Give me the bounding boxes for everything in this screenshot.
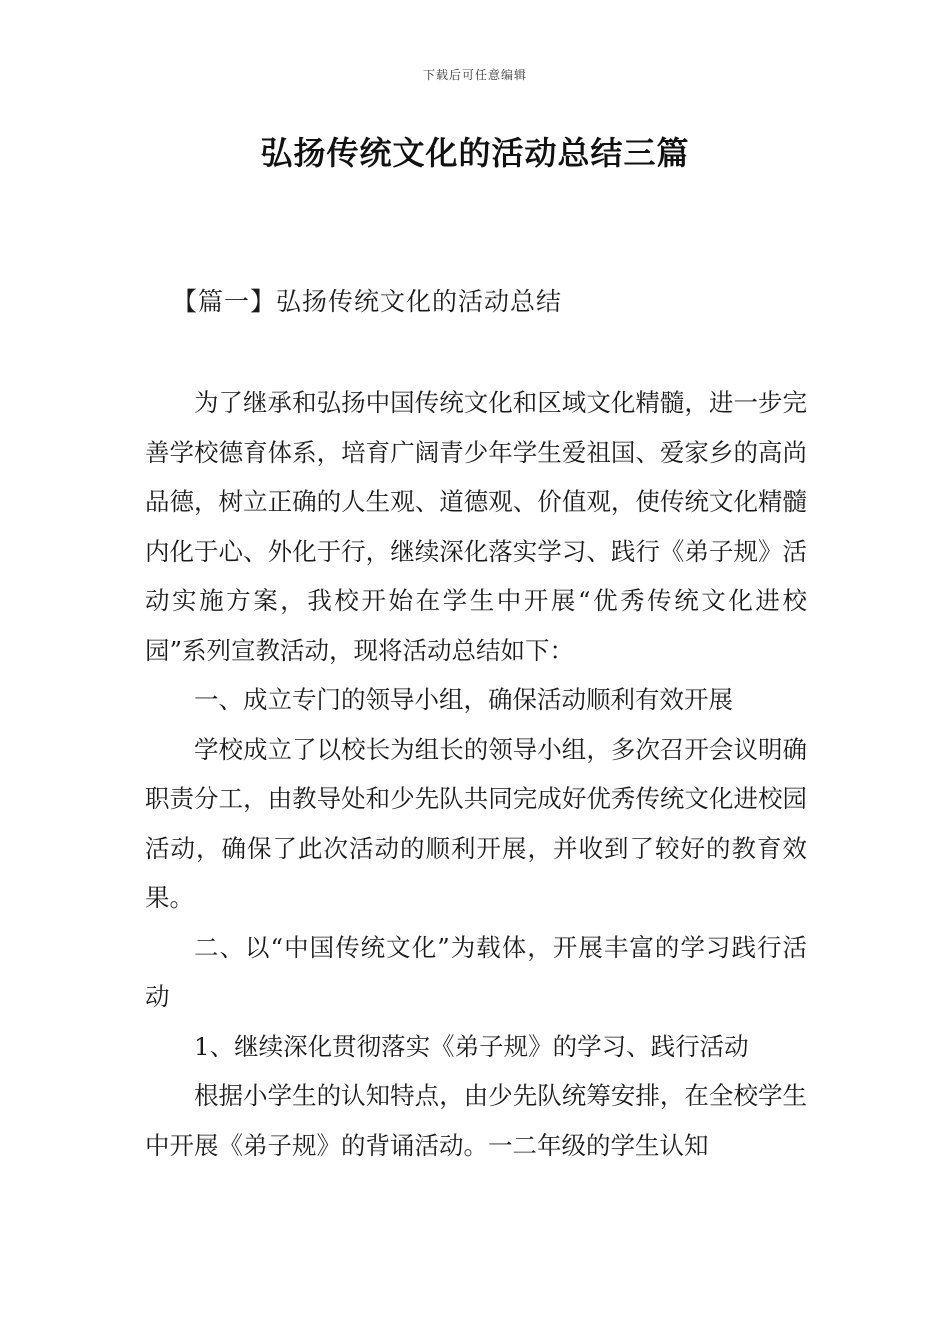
paragraph: 根据小学生的认知特点，由少先队统筹安排，在全校学生中开展《弟子规》的背诵活动。一二年级的学生认知 bbox=[145, 1081, 807, 1160]
subheading-one: 一、成立专门的领导小组，确保活动顺利有效开展 bbox=[194, 685, 733, 714]
header-note: 下载后可任意编辑 bbox=[422, 68, 527, 82]
subheading-two: 二、以“中国传统文化”为载体，开展丰富的学习践行活动 bbox=[145, 932, 807, 1011]
section-heading: 【篇一】弘扬传统文化的活动总结 bbox=[172, 287, 563, 316]
paragraph: 学校成立了以校长为组长的领导小组，多次召开会议明确职责分工，由教导处和少先队共同完成好优秀传统文化进校园活动，确保了此次活动的顺利开展，并收到了较好的教育效果。 bbox=[145, 734, 807, 912]
document-title: 弘扬传统文化的活动总结三篇 bbox=[260, 134, 690, 172]
paragraph: 为了继承和弘扬中国传统文化和区域文化精髓，进一步完善学校德育体系，培育广阔青少年学生爱祖国、爱家乡的高尚品德，树立正确的人生观、道德观、价值观，使传统文化精髓内化于心、外化于行，继续深化落实学习、践行《弟子规》活动实施方案，我校开始在学生中开展“优秀传统文化进校园”系列宣教活动，现将活动总结如下： bbox=[145, 388, 807, 665]
subheading-item-one: 1、继续深化贯彻落实《弟子规》的学习、践行活动 bbox=[194, 1031, 749, 1061]
document-body bbox=[145, 378, 807, 1170]
